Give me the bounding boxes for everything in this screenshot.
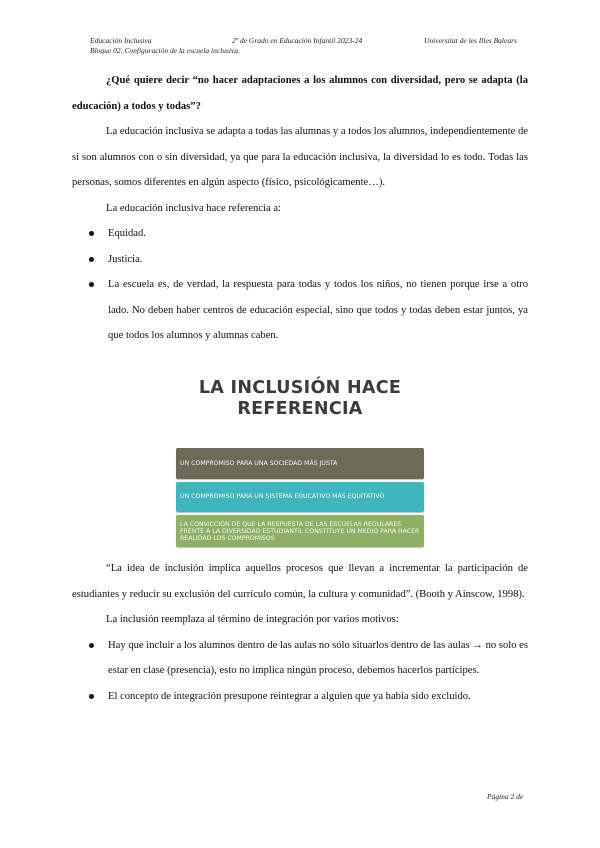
inclusion-infographic bbox=[176, 378, 424, 548]
infographic-bar-just-society: UN COMPROMISO PARA UNA SOCIEDAD MÁS JUSTA bbox=[176, 448, 424, 479]
section-question: ¿Qué quiere decir “no hacer adaptaciones a los alumnos con diversidad, pero se adapta (la educación) a todos y todas”? bbox=[72, 75, 528, 112]
bullet-list-reasons bbox=[72, 633, 528, 710]
body-text-bottom bbox=[72, 556, 528, 709]
list-item: Justicia. bbox=[72, 247, 528, 273]
infographic-title: LA INCLUSIÓN HACE REFERENCIA bbox=[198, 378, 402, 419]
infographic-bar-conviction: LA CONVICCIÓN DE QUE LA RESPUESTA DE LAS ESCUELAS REGULARES FRENTE A LA DIVERSIDAD ESTUDIANTIL CONSTITUYE UN MEDIO PARA HACER REALIDAD LOS COMPROMISOS bbox=[176, 515, 424, 547]
bullet-icon bbox=[89, 694, 94, 699]
bullet-icon bbox=[89, 231, 94, 236]
list-item: El concepto de integración presupone reintegrar a alguien que ya había sido excluido. bbox=[72, 684, 528, 710]
bullet-icon bbox=[89, 282, 94, 287]
list-item: La escuela es, de verdad, la respuesta para todas y todos los niños, no tienen porque irse a otro lado. No deben haber centros de educación especial, sino que todos y todas deben estar juntos, ya que todos los alumnos y alumnas caben. bbox=[72, 272, 528, 349]
header-subject: Educación Inclusiva bbox=[90, 36, 152, 45]
list-item: Equidad. bbox=[72, 221, 528, 247]
paragraph-refers-to: La educación inclusiva hace referencia a: bbox=[106, 202, 281, 214]
paragraph-replaces-integration: La inclusión reemplaza al término de integración por varios motivos: bbox=[106, 614, 399, 625]
quote-booth-ainscow: “La idea de inclusión implica aquellos procesos que llevan a incrementar la participación de estudiantes y reducir su exclusión del currículo común, la cultura y comunidad”. (Booth y Ainscow, 1998). bbox=[72, 563, 528, 600]
bullet-icon bbox=[89, 257, 94, 262]
bullet-icon bbox=[89, 643, 94, 648]
bullet-list-references bbox=[72, 221, 528, 349]
paragraph-inclusive-education: La educación inclusiva se adapta a todas las alumnas y a todos los alumnos, independientemente de si son alumnos con o sin diversidad, ya que para la educación inclusiva, la diversidad lo es todo. Todas las personas, somos diferentes en algún aspecto (físico, psicológicamente…). bbox=[72, 126, 528, 188]
page-number: Página 2 de bbox=[487, 792, 524, 801]
infographic-bar-equitable-system: UN COMPROMISO PARA UN SISTEMA EDUCATIVO MÁS EQUITATIVO bbox=[176, 482, 424, 512]
header-course: 2º de Grado en Educación Infantil 2023-24 bbox=[232, 36, 363, 45]
body-text-top bbox=[72, 68, 528, 349]
header-block: Bloque 02. Configuración de la escuela inclusiva. bbox=[90, 46, 240, 55]
list-item: Hay que incluir a los alumnos dentro de las aulas no sólo situarlos dentro de las aulas → no solo es estar en clase (presencia), esto no implica ningún proceso, debemos hacerlos partícipes. bbox=[72, 633, 528, 684]
header-university: Universitat de les Illes Balears bbox=[424, 36, 517, 45]
